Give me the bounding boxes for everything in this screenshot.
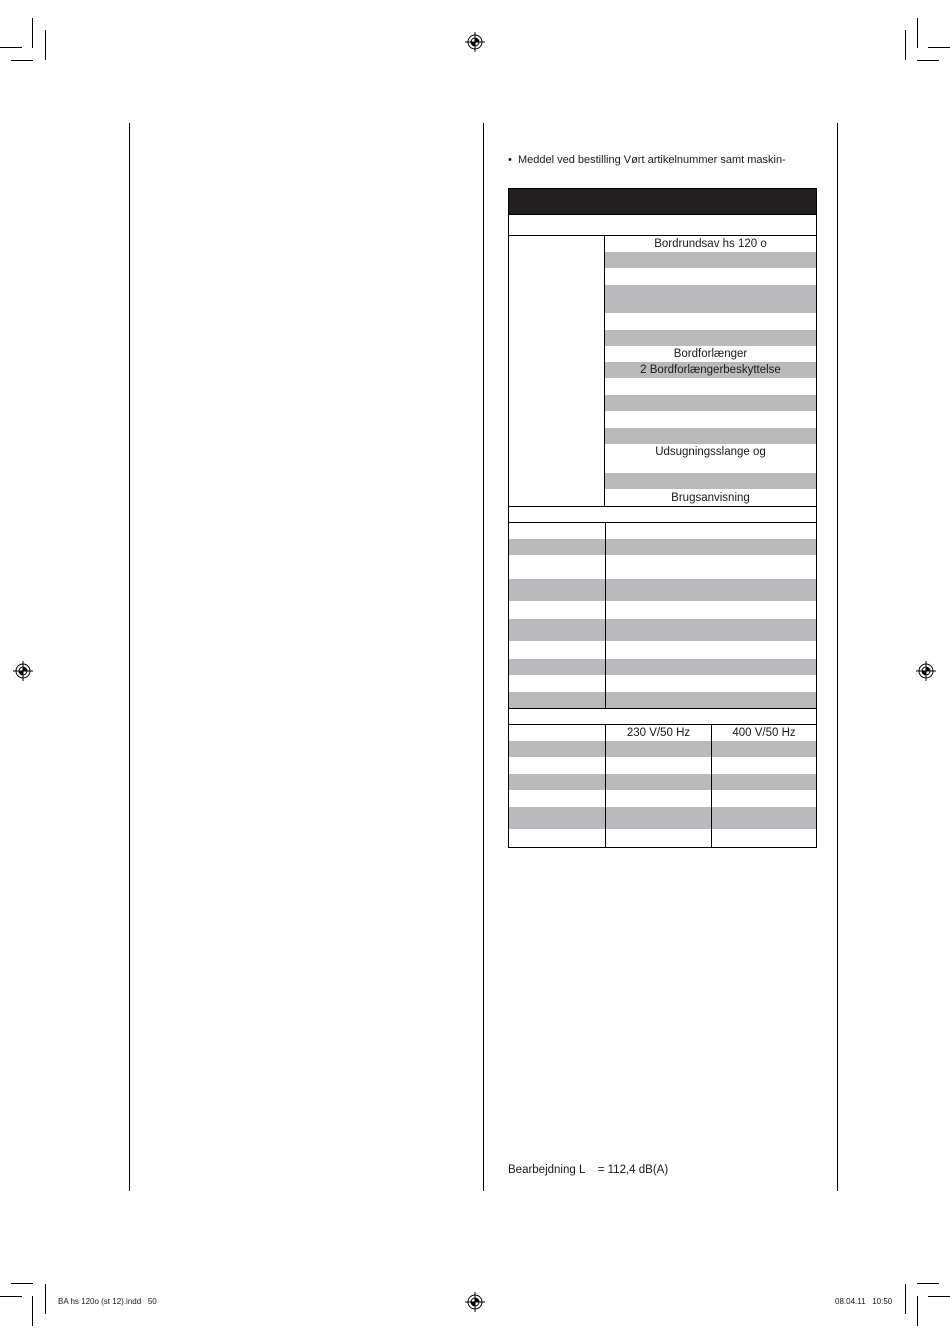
crop-mark <box>45 1284 46 1314</box>
crop-mark <box>0 1296 22 1297</box>
crop-mark <box>45 30 46 60</box>
list-item: 2 Bordforlængerbeskyttelse <box>605 362 816 378</box>
table-row <box>509 692 816 708</box>
list-item <box>605 428 816 444</box>
crop-mark <box>917 18 918 48</box>
registration-mark-icon <box>465 32 485 52</box>
crop-mark <box>905 30 906 60</box>
order-info-text: Meddel ved bestilling Vørt artikelnummer samt maskin- <box>517 154 786 166</box>
list-item <box>605 330 816 346</box>
registration-mark-icon <box>916 661 936 681</box>
voltage-block <box>509 724 816 847</box>
registration-mark-icon <box>13 661 33 681</box>
list-item: Bordrundsav hs 120 o <box>654 238 767 250</box>
footer-timestamp: 08.04.11 10:50 <box>835 1297 893 1306</box>
crop-mark <box>0 47 22 48</box>
specs-block <box>509 522 816 708</box>
crop-mark <box>917 1296 918 1326</box>
crop-mark <box>11 1283 33 1284</box>
table-row <box>509 807 816 829</box>
list-item <box>605 473 816 489</box>
crop-mark <box>928 47 950 48</box>
list-item: Brugsanvisning <box>671 492 750 504</box>
order-info-bullet <box>508 154 786 166</box>
voltage-divider-1 <box>605 725 606 847</box>
list-item <box>605 252 816 268</box>
crop-mark <box>32 18 33 48</box>
list-item: Udsugningsslange og <box>655 446 766 458</box>
column-header-230v: 230 V/50 Hz <box>626 727 691 739</box>
list-item: Bordforlænger <box>673 348 748 360</box>
technical-data-table <box>508 188 817 848</box>
column-rule-left <box>129 123 130 1191</box>
crop-mark <box>905 1284 906 1314</box>
delivery-block <box>509 235 816 506</box>
crop-mark <box>928 1296 950 1297</box>
column-rule-right <box>837 123 838 1191</box>
voltage-divider-2 <box>711 725 712 847</box>
crop-mark <box>917 60 939 61</box>
specs-divider <box>605 523 606 708</box>
table-section-row <box>509 214 816 235</box>
list-item <box>605 285 816 313</box>
delivery-items-cell <box>605 236 816 506</box>
table-row <box>509 539 816 555</box>
footer-filename: BA hs 120o (st 12).indd 50 <box>58 1297 157 1306</box>
table-row <box>509 579 816 601</box>
column-header-400v: 400 V/50 Hz <box>732 727 796 739</box>
table-section-row <box>509 708 816 724</box>
crop-mark <box>917 1283 939 1284</box>
table-row <box>509 774 816 790</box>
bullet-icon: • <box>508 154 518 166</box>
crop-mark <box>32 1296 33 1326</box>
crop-mark <box>11 60 33 61</box>
table-row <box>509 659 816 675</box>
noise-level-text: Bearbejdning L = 112,4 dB(A) <box>508 1164 669 1176</box>
table-section-row <box>509 506 816 522</box>
table-row <box>509 741 816 757</box>
column-rule-middle <box>483 123 484 1191</box>
table-header-bar <box>509 189 816 214</box>
list-item <box>605 395 816 411</box>
table-row <box>509 619 816 641</box>
delivery-label-cell <box>509 236 605 506</box>
registration-mark-icon <box>465 1292 485 1312</box>
